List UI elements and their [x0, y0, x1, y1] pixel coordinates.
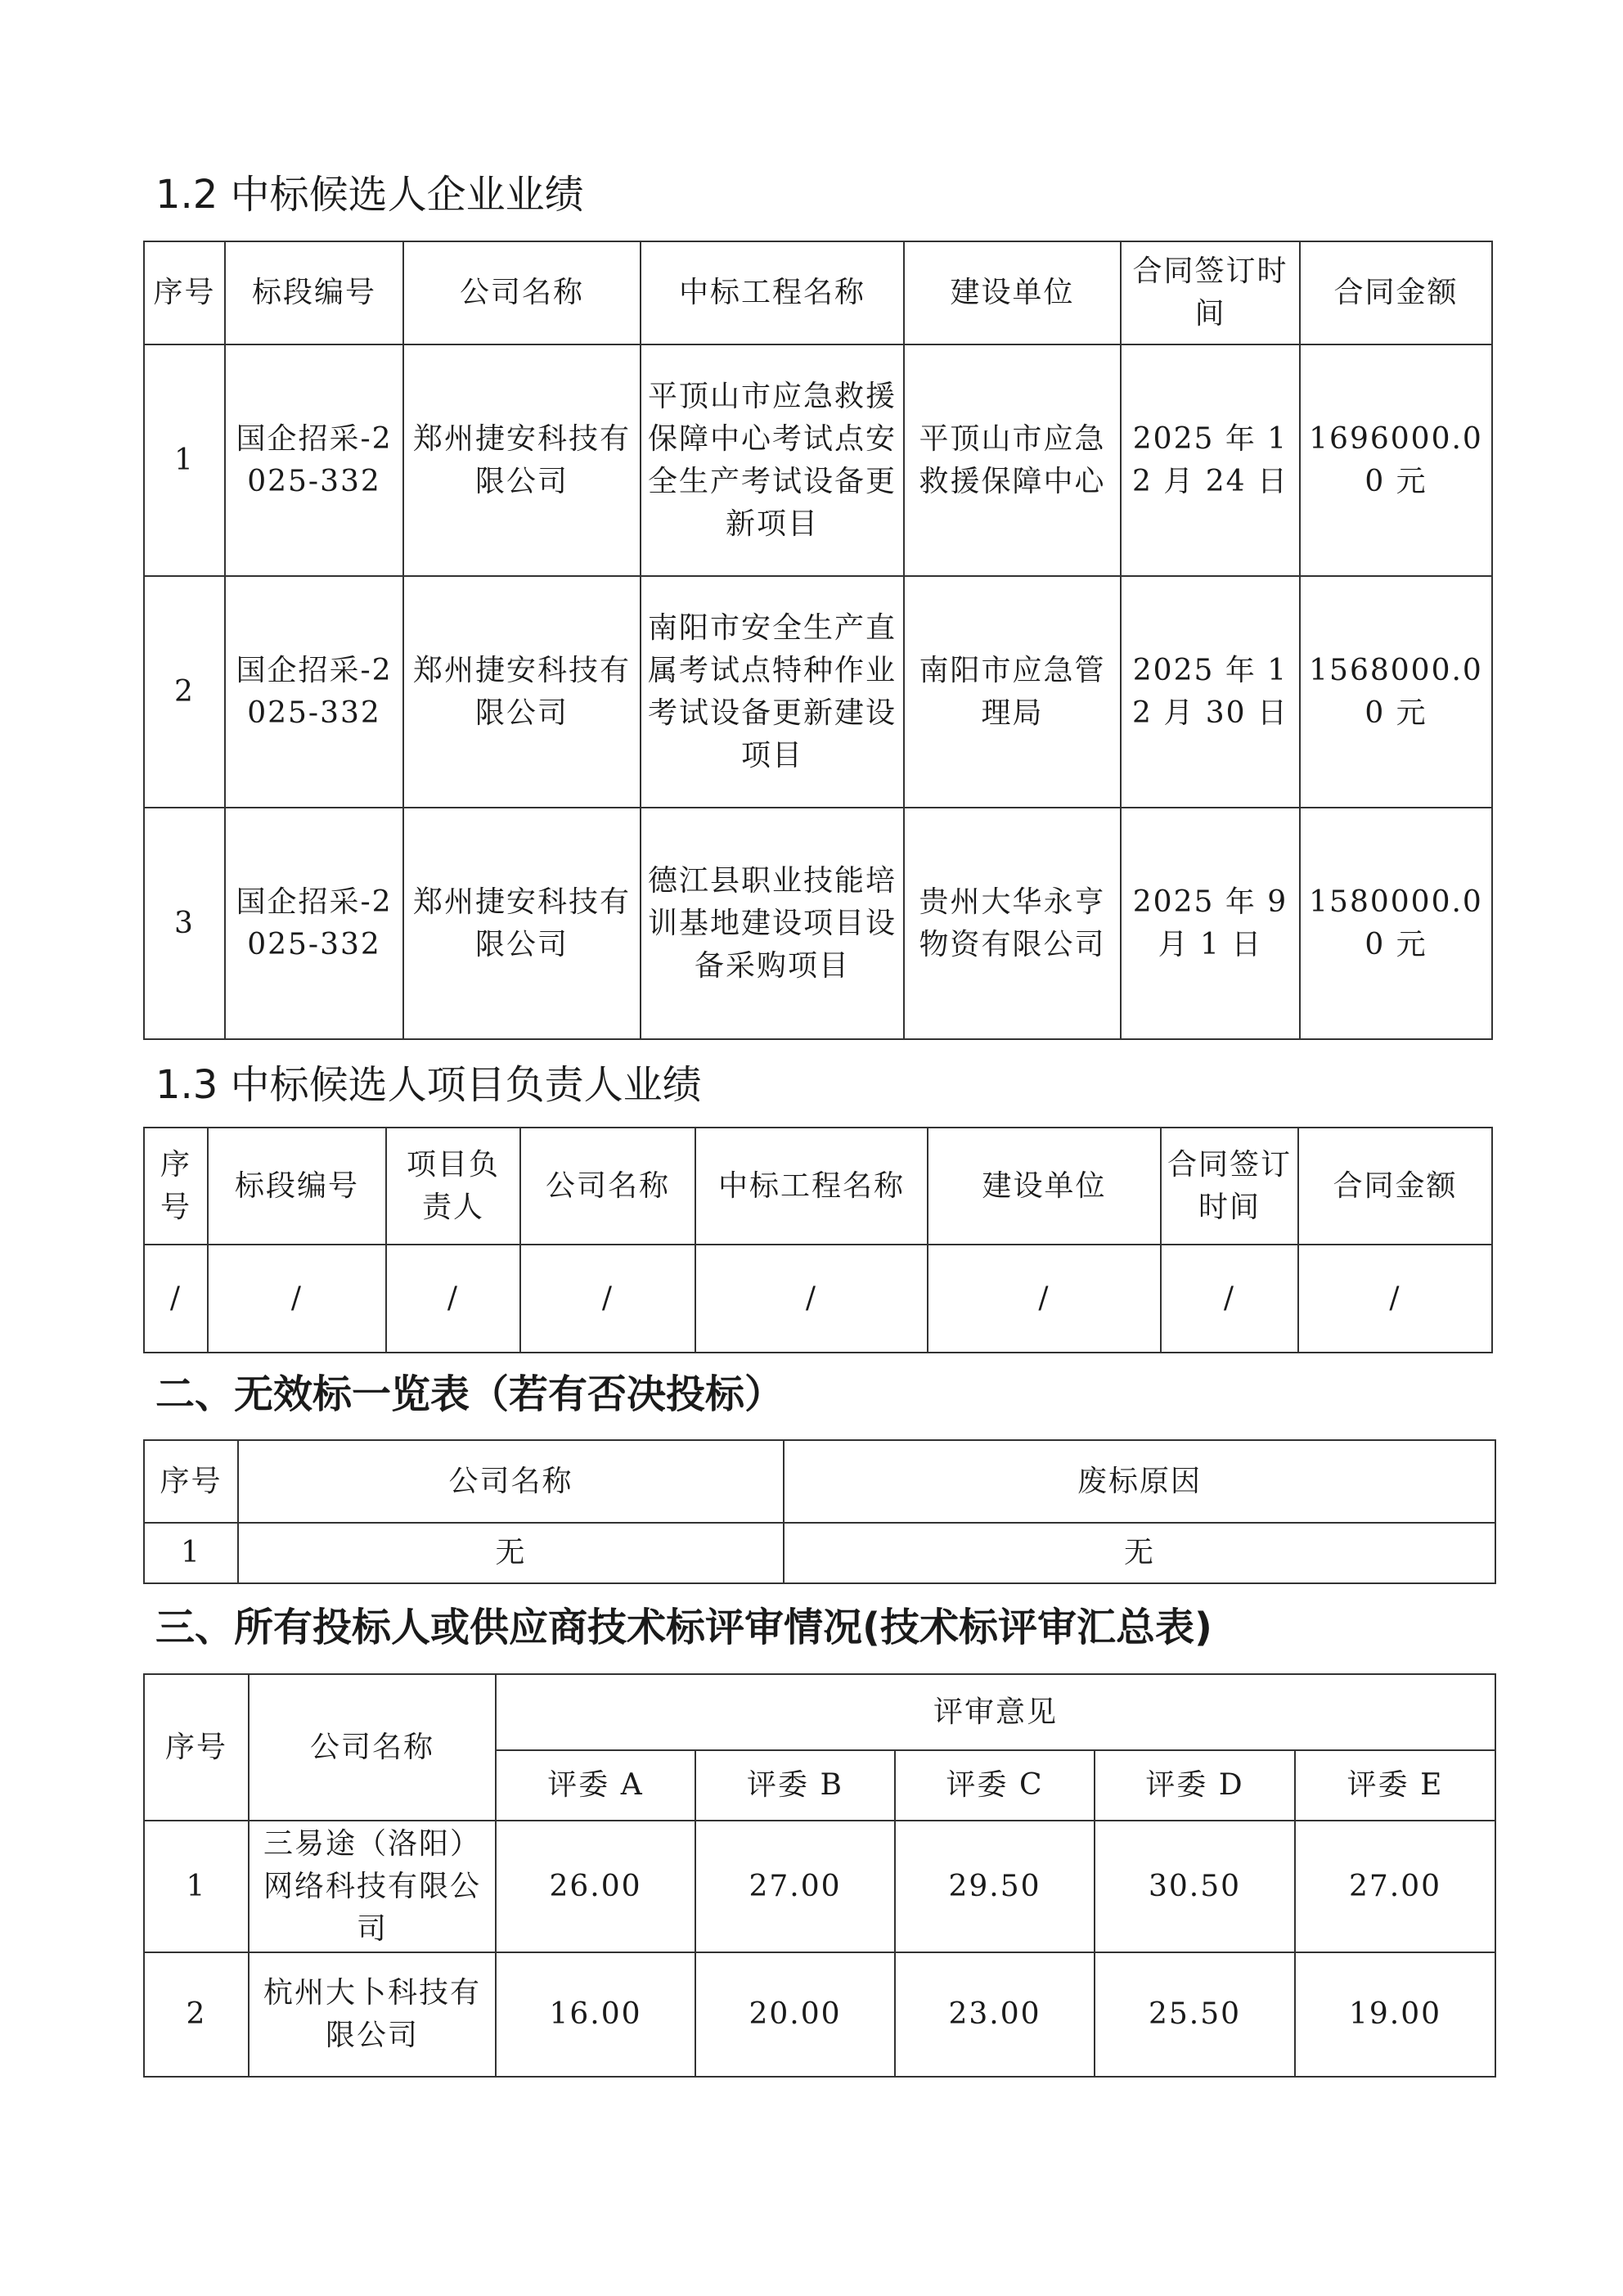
cell-reject-reason: 无 — [784, 1523, 1495, 1583]
header-seq: 序号 — [144, 1128, 208, 1245]
cell-seq: 1 — [144, 1523, 238, 1583]
cell-lot-number: 国企招采-2025-332 — [225, 808, 403, 1039]
header-judge-c: 评委 C — [895, 1750, 1095, 1821]
cell-company-name: / — [520, 1245, 695, 1353]
cell-company-name: 郑州捷安科技有限公司 — [403, 808, 641, 1039]
header-company-name: 公司名称 — [238, 1440, 784, 1523]
cell-score-b: 27.00 — [695, 1821, 895, 1952]
header-contract-amount: 合同金额 — [1298, 1128, 1492, 1245]
header-seq: 序号 — [144, 1440, 238, 1523]
table-header-row — [144, 1674, 1495, 1750]
cell-lot-number: 国企招采-2025-332 — [225, 344, 403, 576]
header-contract-date: 合同签订时间 — [1121, 241, 1300, 344]
header-project-name: 中标工程名称 — [695, 1128, 928, 1245]
table-row — [144, 1952, 1495, 2077]
cell-project-name: / — [695, 1245, 928, 1353]
table-row — [144, 808, 1492, 1039]
cell-score-e: 19.00 — [1295, 1952, 1495, 2077]
cell-score-c: 23.00 — [895, 1952, 1095, 2077]
header-judge-d: 评委 D — [1095, 1750, 1295, 1821]
cell-score-d: 30.50 — [1095, 1821, 1295, 1952]
header-contract-date: 合同签订时间 — [1161, 1128, 1298, 1245]
header-company-name: 公司名称 — [249, 1674, 496, 1821]
header-reject-reason: 废标原因 — [784, 1440, 1495, 1523]
cell-owner: 贵州大华永亨物资有限公司 — [904, 808, 1121, 1039]
header-lot-number: 标段编号 — [225, 241, 403, 344]
table-header-row — [144, 1128, 1492, 1245]
cell-contract-amount: 1696000.00 元 — [1300, 344, 1492, 576]
header-judge-e: 评委 E — [1295, 1750, 1495, 1821]
section-2-title: 二、无效标一览表（若有否决投标） — [155, 1371, 785, 1417]
header-project-manager: 项目负责人 — [386, 1128, 520, 1245]
cell-project-name: 德江县职业技能培训基地建设项目设备采购项目 — [641, 808, 904, 1039]
cell-project-name: 南阳市安全生产直属考试点特种作业考试设备更新建设项目 — [641, 576, 904, 808]
header-contract-amount: 合同金额 — [1300, 241, 1492, 344]
cell-score-b: 20.00 — [695, 1952, 895, 2077]
cell-owner: 平顶山市应急救援保障中心 — [904, 344, 1121, 576]
table-header-row — [144, 1440, 1495, 1523]
header-owner: 建设单位 — [928, 1128, 1161, 1245]
header-company-name: 公司名称 — [403, 241, 641, 344]
header-lot-number: 标段编号 — [208, 1128, 386, 1245]
cell-lot-number: 国企招采-2025-332 — [225, 576, 403, 808]
cell-contract-date: / — [1161, 1245, 1298, 1353]
header-owner: 建设单位 — [904, 241, 1121, 344]
header-judge-a: 评委 A — [496, 1750, 695, 1821]
header-seq: 序号 — [144, 1674, 249, 1821]
cell-contract-date: 2025 年 9 月 1 日 — [1121, 808, 1300, 1039]
cell-owner: 南阳市应急管理局 — [904, 576, 1121, 808]
section-1-2-title: 1.2 中标候选人企业业绩 — [155, 172, 584, 218]
table-row — [144, 1821, 1495, 1952]
header-project-name: 中标工程名称 — [641, 241, 904, 344]
section-3-title: 三、所有投标人或供应商技术标评审情况(技术标评审汇总表) — [155, 1605, 1212, 1650]
table-row — [144, 1245, 1492, 1353]
cell-seq: 1 — [144, 344, 225, 576]
cell-score-d: 25.50 — [1095, 1952, 1295, 2077]
cell-contract-amount: 1580000.00 元 — [1300, 808, 1492, 1039]
cell-company-name: 杭州大卜科技有限公司 — [249, 1952, 496, 2077]
cell-seq: 3 — [144, 808, 225, 1039]
cell-contract-date: 2025 年 12 月 24 日 — [1121, 344, 1300, 576]
cell-project-manager: / — [386, 1245, 520, 1353]
table-row — [144, 344, 1492, 576]
header-company-name: 公司名称 — [520, 1128, 695, 1245]
cell-score-a: 26.00 — [496, 1821, 695, 1952]
company-performance-table — [143, 241, 1493, 1040]
cell-score-a: 16.00 — [496, 1952, 695, 2077]
section-1-3-title: 1.3 中标候选人项目负责人业绩 — [155, 1062, 702, 1108]
cell-company-name: 三易途（洛阳）网络科技有限公司 — [249, 1821, 496, 1952]
technical-review-table — [143, 1673, 1496, 2078]
cell-owner: / — [928, 1245, 1161, 1353]
table-row — [144, 576, 1492, 808]
manager-performance-table — [143, 1127, 1493, 1353]
table-row — [144, 1523, 1495, 1583]
table-header-row — [144, 241, 1492, 344]
cell-contract-amount: / — [1298, 1245, 1492, 1353]
cell-project-name: 平顶山市应急救援保障中心考试点安全生产考试设备更新项目 — [641, 344, 904, 576]
header-seq: 序号 — [144, 241, 225, 344]
cell-score-e: 27.00 — [1295, 1821, 1495, 1952]
cell-contract-date: 2025 年 12 月 30 日 — [1121, 576, 1300, 808]
invalid-bid-table — [143, 1439, 1496, 1584]
header-judge-b: 评委 B — [695, 1750, 895, 1821]
cell-lot-number: / — [208, 1245, 386, 1353]
cell-seq: 2 — [144, 1952, 249, 2077]
cell-seq: / — [144, 1245, 208, 1353]
cell-company-name: 郑州捷安科技有限公司 — [403, 344, 641, 576]
cell-company-name: 郑州捷安科技有限公司 — [403, 576, 641, 808]
cell-score-c: 29.50 — [895, 1821, 1095, 1952]
cell-company-name: 无 — [238, 1523, 784, 1583]
header-review-opinion: 评审意见 — [496, 1674, 1495, 1750]
cell-seq: 2 — [144, 576, 225, 808]
cell-contract-amount: 1568000.00 元 — [1300, 576, 1492, 808]
cell-seq: 1 — [144, 1821, 249, 1952]
